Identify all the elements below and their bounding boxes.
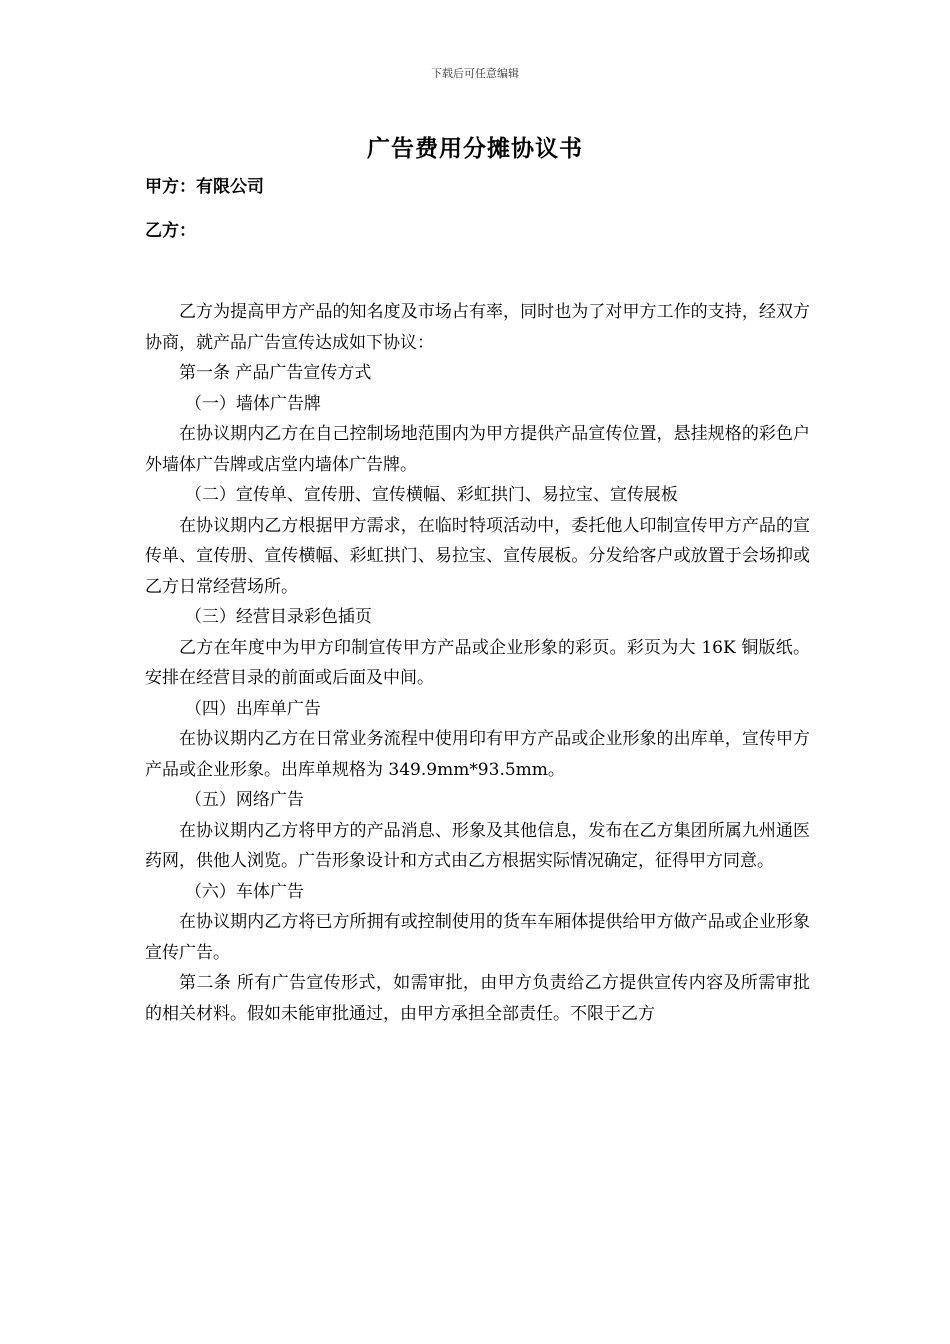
header-note: 下载后可任意编辑 (431, 67, 519, 80)
section-1-paragraph: 在协议期内乙方在自己控制场地范围内为甲方提供产品宣传位置，悬挂规格的彩色户外墙体广告牌或店堂内墙体广告牌。 (145, 424, 810, 475)
section-1-heading: （一）墙体广告牌 (184, 393, 321, 414)
agreement-body (145, 297, 810, 1029)
section-4-paragraph: 在协议期内乙方在日常业务流程中使用印有甲方产品或企业形象的出库单，宣传甲方产品或企业形象。出库单规格为 349.9mm*93.5mm。 (145, 729, 810, 780)
section-4-heading: （四）出库单广告 (184, 698, 321, 719)
article-2-paragraph: 第二条 所有广告宣传形式，如需审批，由甲方负责给乙方提供宣传内容及所需审批的相关材料。假如未能审批通过，由甲方承担全部责任。不限于乙方 (145, 973, 810, 1024)
section-2-heading: （二）宣传单、宣传册、宣传横幅、彩虹拱门、易拉宝、宣传展板 (184, 485, 678, 505)
intro-paragraph: 乙方为提高甲方产品的知名度及市场占有率，同时也为了对甲方工作的支持，经双方协商，就产品广告宣传达成如下协议： (145, 302, 810, 353)
section-6-paragraph: 在协议期内乙方将已方所拥有或控制使用的货车车厢体提供给甲方做产品或企业形象宣传广告。 (145, 912, 810, 963)
party-b-line: 乙方： (145, 221, 196, 241)
document-title: 广告费用分摊协议书 (367, 135, 583, 162)
section-3-paragraph: 乙方在年度中为甲方印制宣传甲方产品或企业形象的彩页。彩页为大 16K 铜版纸。安排在经营目录的前面或后面及中间。 (145, 637, 810, 688)
section-2-paragraph: 在协议期内乙方根据甲方需求，在临时特项活动中，委托他人印制宣传甲方产品的宣传单、宣传册、宣传横幅、彩虹拱门、易拉宝、宣传展板。分发给客户或放置于会场抑或乙方日常经营场所。 (145, 515, 810, 597)
section-6-heading: （六）车体广告 (184, 881, 304, 902)
section-5-paragraph: 在协议期内乙方将甲方的产品消息、形象及其他信息，发布在乙方集团所属九州通医药网，供他人浏览。广告形象设计和方式由乙方根据实际情况确定，征得甲方同意。 (145, 820, 810, 871)
party-a-line: 甲方：有限公司 (145, 177, 264, 197)
section-3-heading: （三）经营目录彩色插页 (184, 607, 372, 627)
section-5-heading: （五）网络广告 (184, 790, 304, 810)
article-1-heading: 第一条 产品广告宣传方式 (179, 363, 372, 383)
